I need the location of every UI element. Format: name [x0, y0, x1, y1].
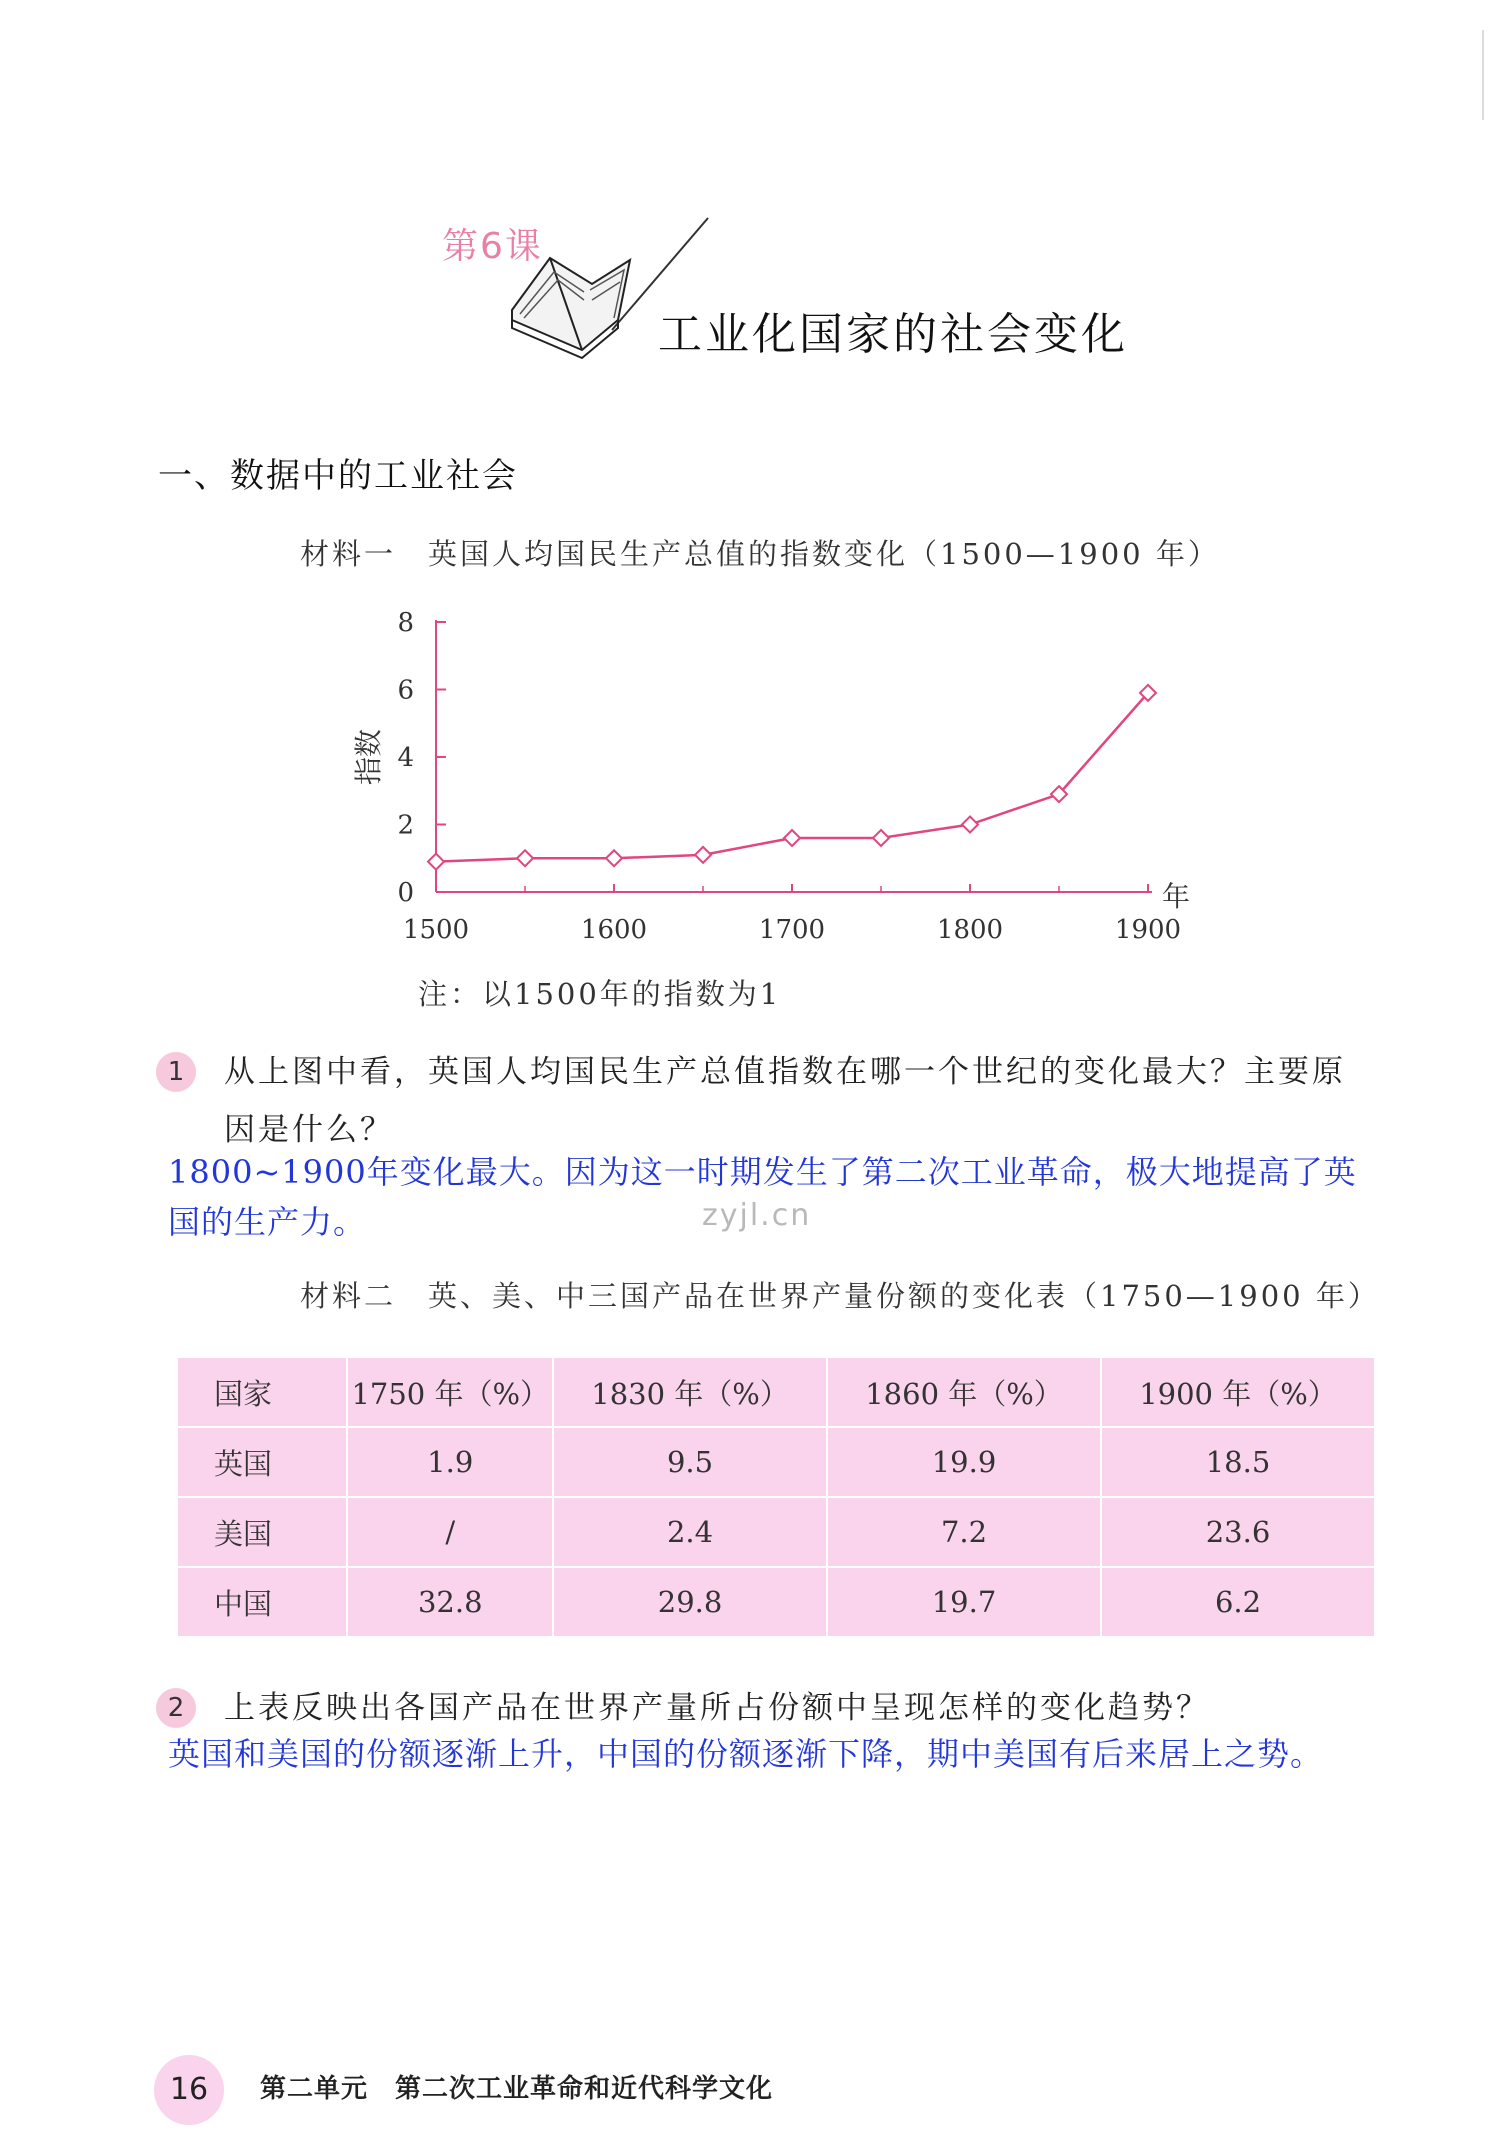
production-share-table: [176, 1356, 1376, 1638]
table-cell: 18.5: [1101, 1427, 1375, 1497]
table-cell: 中国: [177, 1567, 347, 1637]
table-cell: 英国: [177, 1427, 347, 1497]
y-tick-label: 0: [397, 878, 414, 908]
answer-one-line1: 1800~1900年变化最大。因为这一时期发生了第二次工业革命，极大地提高了英: [168, 1153, 1357, 1191]
table-cell: 9.5: [553, 1427, 827, 1497]
table-header-cell: 国家: [177, 1357, 347, 1427]
data-point-marker: [606, 850, 622, 866]
data-point-marker: [695, 847, 711, 863]
data-point-marker: [962, 817, 978, 833]
answer-two: 英国和美国的份额逐渐上升，中国的份额逐渐下降，期中美国有后来居上之势。: [168, 1735, 1324, 1773]
table-header-cell: 1860 年（%）: [827, 1357, 1101, 1427]
y-tick-label: 8: [397, 608, 414, 638]
y-tick-label: 4: [397, 743, 414, 773]
question-one-line2: 因是什么？: [224, 1112, 394, 1148]
table-cell: 19.9: [827, 1427, 1101, 1497]
table-cell: 6.2: [1101, 1567, 1375, 1637]
data-point-marker: [873, 830, 889, 846]
data-point-marker: [428, 854, 444, 870]
data-point-marker: [784, 830, 800, 846]
x-tick-label: 1700: [758, 915, 826, 945]
table-cell: 1.9: [347, 1427, 553, 1497]
table-header-cell: 1830 年（%）: [553, 1357, 827, 1427]
y-tick-label: 2: [397, 810, 414, 841]
material-two-caption: 材料二 英、美、中三国产品在世界产量份额的变化表（1750—1900 年）: [300, 1279, 1380, 1313]
question-one-line1: 从上图中看，英国人均国民生产总值指数在哪一个世纪的变化最大？主要原: [224, 1054, 1346, 1090]
table-cell: /: [347, 1497, 553, 1567]
table-header-cell: 1750 年（%）: [347, 1357, 553, 1427]
question-two-badge: 2: [156, 1688, 196, 1728]
material-one-caption: 材料一 英国人均国民生产总值的指数变化（1500—1900 年）: [300, 537, 1220, 571]
section-heading: 一、数据中的工业社会: [158, 456, 518, 496]
lesson-title: 工业化国家的社会变化: [658, 309, 1128, 360]
footer-unit-title: 第二单元 第二次工业革命和近代科学文化: [260, 2074, 774, 2104]
chart-note: 注：以1500年的指数为1: [418, 977, 782, 1011]
x-tick-label: 1600: [580, 915, 648, 945]
y-axis-label: 指数: [352, 728, 385, 786]
question-one-badge: 1: [156, 1052, 196, 1092]
x-axis-label: 年: [1162, 880, 1191, 913]
x-tick-label: 1800: [936, 915, 1004, 945]
table-cell: 美国: [177, 1497, 347, 1567]
table-header-row: [177, 1357, 1375, 1427]
watermark: zyjl.cn: [702, 1198, 812, 1233]
table-cell: 32.8: [347, 1567, 553, 1637]
question-two-text: 上表反映出各国产品在世界产量所占份额中呈现怎样的变化趋势？: [224, 1690, 1210, 1726]
x-tick-label: 1500: [402, 915, 470, 945]
table-cell: 19.7: [827, 1567, 1101, 1637]
table-cell: 2.4: [553, 1497, 827, 1567]
x-tick-label: 1900: [1114, 915, 1182, 945]
table-row: [177, 1567, 1375, 1637]
table-cell: 7.2: [827, 1497, 1101, 1567]
page-number: 16: [169, 2072, 209, 2107]
table-header-cell: 1900 年（%）: [1101, 1357, 1375, 1427]
table-cell: 29.8: [553, 1567, 827, 1637]
table-cell: 23.6: [1101, 1497, 1375, 1567]
data-point-marker: [517, 850, 533, 866]
page-edge-line: [1482, 30, 1484, 120]
lesson-number: 第6课: [442, 226, 543, 267]
table-row: [177, 1427, 1375, 1497]
gnp-index-line-chart: [340, 600, 1220, 960]
answer-one-line2: 国的生产力。: [168, 1203, 367, 1241]
y-tick-label: 6: [397, 675, 414, 706]
table-row: [177, 1497, 1375, 1567]
